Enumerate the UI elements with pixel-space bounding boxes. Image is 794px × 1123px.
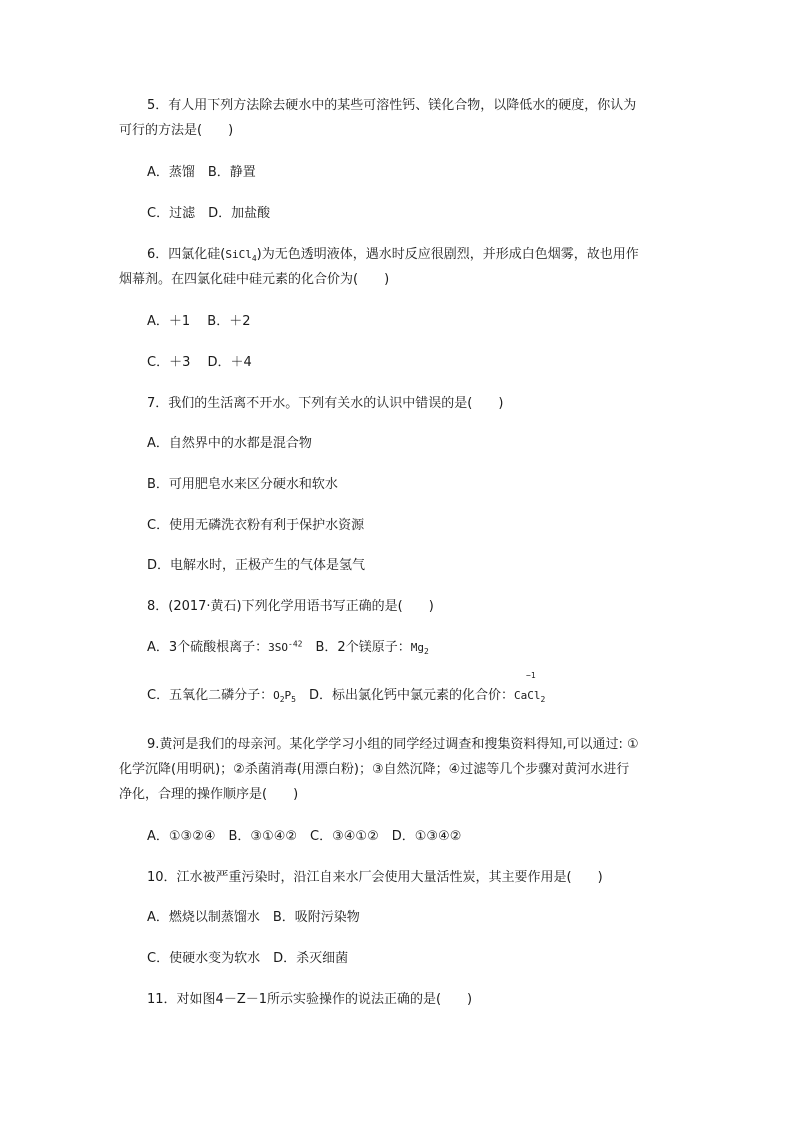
q6-formula-sub: 4 bbox=[251, 254, 257, 264]
q8-option-c-p-sub: 5 bbox=[291, 695, 296, 705]
q10-stem: 10．江水被严重污染时，沿江自来水厂会使用大量活性炭，其主要作用是( ) bbox=[147, 870, 603, 885]
q8-option-a-formula-main: 3SO bbox=[268, 641, 289, 654]
q8-option-b-formula-main: Mg bbox=[410, 641, 424, 654]
q6-formula bbox=[225, 248, 257, 264]
q8-option-c-formula bbox=[273, 689, 296, 705]
q8-option-c-o-sub: 2 bbox=[279, 695, 285, 705]
q7-option-b: B．可用肥皂水来区分硬水和软水 bbox=[147, 477, 338, 492]
q6-formula-main: SiCl bbox=[225, 248, 252, 261]
q8-option-c-o: O bbox=[273, 689, 280, 702]
q8-option-b-sub: 2 bbox=[423, 647, 429, 657]
q6-stem-line2: 烟幕剂。在四氯化硅中硅元素的化合价为( ) bbox=[119, 272, 390, 287]
q5-stem-line1: 5．有人用下列方法除去硬水中的某些可溶性钙、镁化合物，以降低水的硬度，你认为 bbox=[147, 98, 637, 113]
q11-stem: 11．对如图4－Z－1所示实验操作的说法正确的是( ) bbox=[147, 992, 473, 1007]
q8-stem: 8．(2017·黄石)下列化学用语书写正确的是( ) bbox=[147, 599, 434, 614]
q8-option-a-sup: -42 bbox=[288, 639, 303, 649]
q5-options-cd: C．过滤 D．加盐酸 bbox=[147, 206, 271, 221]
q8-option-a-text: A．3个硫酸根离子： bbox=[147, 640, 269, 655]
q6-stem-pre: 6．四氯化硅( bbox=[147, 247, 226, 262]
q6-options-ab: A．＋1 B．＋2 bbox=[147, 314, 251, 329]
q8-option-c-text: C．五氧化二磷分子： bbox=[147, 688, 274, 703]
q7-option-c: C．使用无磷洗衣粉有利于保护水资源 bbox=[147, 518, 365, 533]
q8-option-b-text: B．2个镁原子： bbox=[302, 640, 411, 655]
q7-option-a: A．自然界中的水都是混合物 bbox=[147, 436, 312, 451]
q8-options-cd bbox=[147, 671, 546, 706]
q6-stem-post: )为无色透明液体，遇水时反应很剧烈，并形成白色烟雾，故也用作 bbox=[256, 247, 639, 262]
q8-option-b-formula bbox=[410, 641, 429, 657]
q8-option-d-formula bbox=[514, 671, 546, 706]
q7-stem: 7．我们的生活离不开水。下列有关水的认识中错误的是( ) bbox=[147, 396, 504, 411]
q9-stem-line2: 化学沉降(用明矾)；②杀菌消毒(用漂白粉)；③自然沉降；④过滤等几个步骤对黄河水进行 bbox=[119, 762, 630, 777]
q10-options-ab: A．燃烧以制蒸馏水 B．吸附污染物 bbox=[147, 910, 360, 925]
q8-option-c-p: P bbox=[284, 689, 292, 702]
q8-option-a-formula bbox=[268, 641, 302, 654]
q8-option-d-formula-main: CaCl bbox=[514, 689, 541, 702]
q8-option-d-sub: 2 bbox=[540, 695, 546, 705]
q8-options-ab bbox=[147, 637, 429, 658]
q6-options-cd: C．＋3 D．＋4 bbox=[147, 355, 252, 370]
q9-stem-line1: 9.黄河是我们的母亲河。某化学学习小组的同学经过调查和搜集资料得知,可以通过: ① bbox=[147, 737, 639, 752]
q5-stem-line2: 可行的方法是( ) bbox=[119, 123, 234, 138]
q8-option-d-text: D．标出氯化钙中氯元素的化合价： bbox=[295, 688, 514, 703]
q5-options-ab: A．蒸馏 B．静置 bbox=[147, 165, 256, 180]
q9-options: A．①③②④ B．③①④② C．③④①② D．①③④② bbox=[147, 829, 462, 844]
q7-option-d: D．电解水时，正极产生的气体是氢气 bbox=[147, 558, 366, 573]
q8-option-d-valence-mark: −1 bbox=[526, 671, 536, 680]
q6-stem-line1 bbox=[147, 244, 639, 265]
q9-stem-line3: 净化，合理的操作顺序是( ) bbox=[119, 787, 299, 802]
q10-options-cd: C．使硬水变为软水 D．杀灭细菌 bbox=[147, 951, 349, 966]
